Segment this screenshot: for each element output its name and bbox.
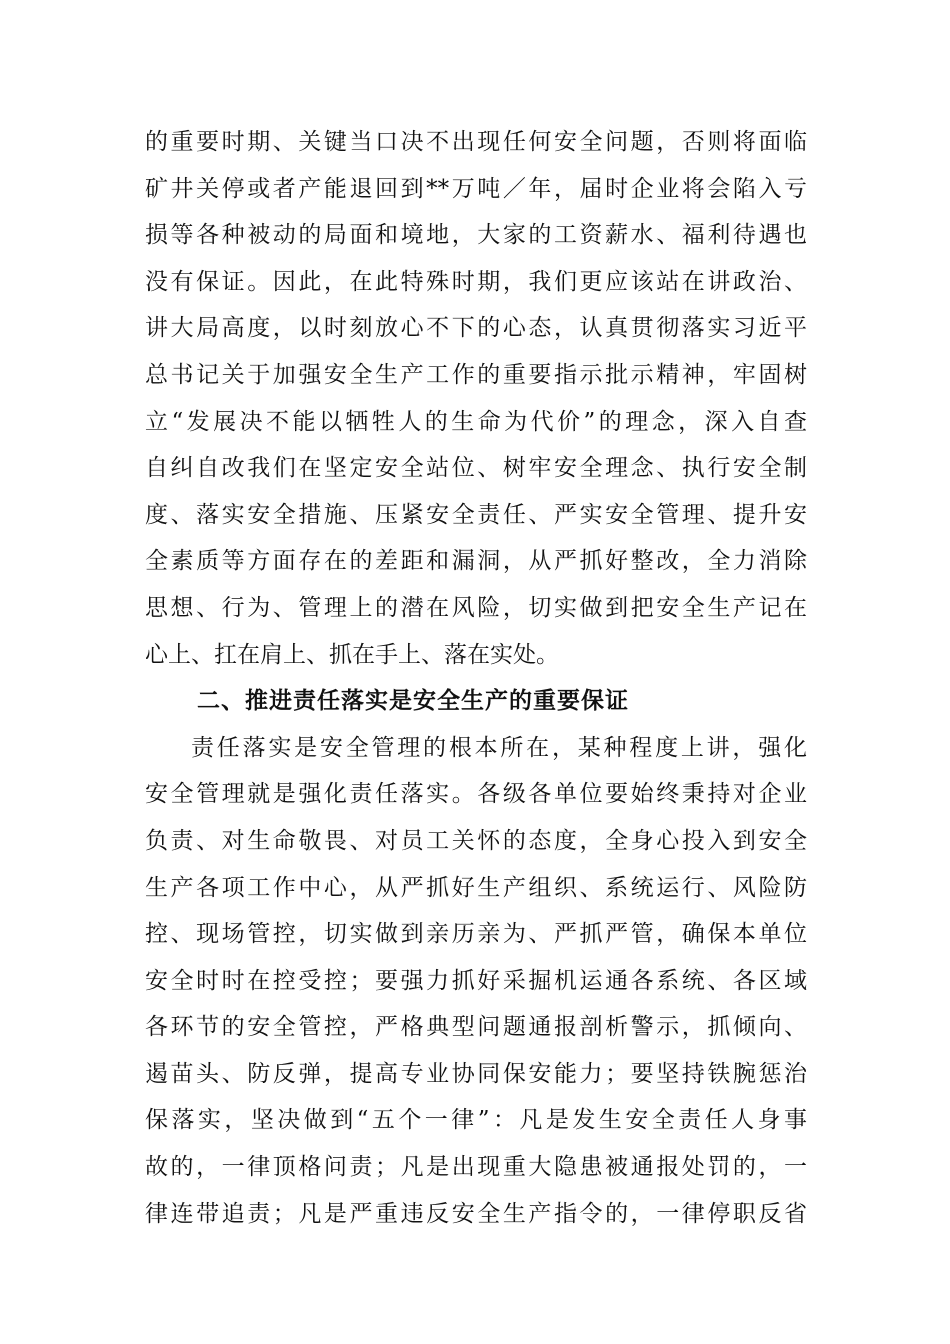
text-line: 度、落实安全措施、压紧安全责任、严实安全管理、提升安: [145, 501, 807, 528]
text-line: 没有保证。因此，在此特殊时期，我们更应该站在讲政治、: [145, 268, 807, 295]
text-line: 律连带追责；凡是严重违反安全生产指令的，一律停职反省: [145, 1200, 807, 1227]
paragraph-2: [145, 725, 807, 1238]
text-line: 生产各项工作中心，从严抓好生产组织、系统运行、风险防: [145, 874, 807, 901]
text-line: 思想、行为、管理上的潜在风险，切实做到把安全生产记在: [145, 594, 807, 621]
section-heading: 二、推进责任落实是安全生产的重要保证: [197, 688, 629, 715]
text-line: 自纠自改我们在坚定安全站位、树牢安全理念、执行安全制: [145, 455, 807, 482]
text-line: 责任落实是安全管理的根本所在，某种程度上讲，强化: [191, 734, 807, 761]
text-line: 保落实，坚决做到“五个一律”：凡是发生安全责任人身事: [145, 1107, 807, 1134]
text-line: 矿井关停或者产能退回到**万吨／年，届时企业将会陷入亏: [145, 175, 807, 202]
text-line: 遏苗头、防反弹，提高专业协同保安能力；要坚持铁腕惩治: [145, 1060, 807, 1087]
paragraph-1: [145, 119, 807, 678]
text-line: 的重要时期、关键当口决不出现任何安全问题，否则将面临: [145, 129, 807, 155]
text-line: 全素质等方面存在的差距和漏洞，从严抓好整改，全力消除: [145, 548, 807, 575]
text-line: 负责、对生命敬畏、对员工关怀的态度，全身心投入到安全: [145, 827, 807, 854]
text-line: 心上、扛在肩上、抓在手上、落在实处。: [145, 641, 559, 668]
text-line: 总书记关于加强安全生产工作的重要指示批示精神，牢固树: [145, 361, 807, 388]
text-line: 讲大局高度，以时刻放心不下的心态，认真贯彻落实习近平: [145, 315, 807, 342]
text-line: 故的，一律顶格问责；凡是出现重大隐患被通报处罚的，一: [145, 1154, 807, 1181]
text-line: 立“发展决不能以牺牲人的生命为代价”的理念，深入自查: [145, 408, 807, 435]
text-line: 安全时时在控受控；要强力抓好采掘机运通各系统、各区域: [145, 967, 807, 994]
text-line: 损等各种被动的局面和境地，大家的工资薪水、福利待遇也: [145, 222, 807, 249]
text-line: 控、现场管控，切实做到亲历亲为、严抓严管，确保本单位: [145, 921, 807, 948]
document-body: [145, 119, 807, 1237]
text-line: 安全管理就是强化责任落实。各级各单位要始终秉持对企业: [145, 781, 807, 808]
text-line: 各环节的安全管控，严格典型问题通报剖析警示，抓倾向、: [145, 1014, 807, 1041]
